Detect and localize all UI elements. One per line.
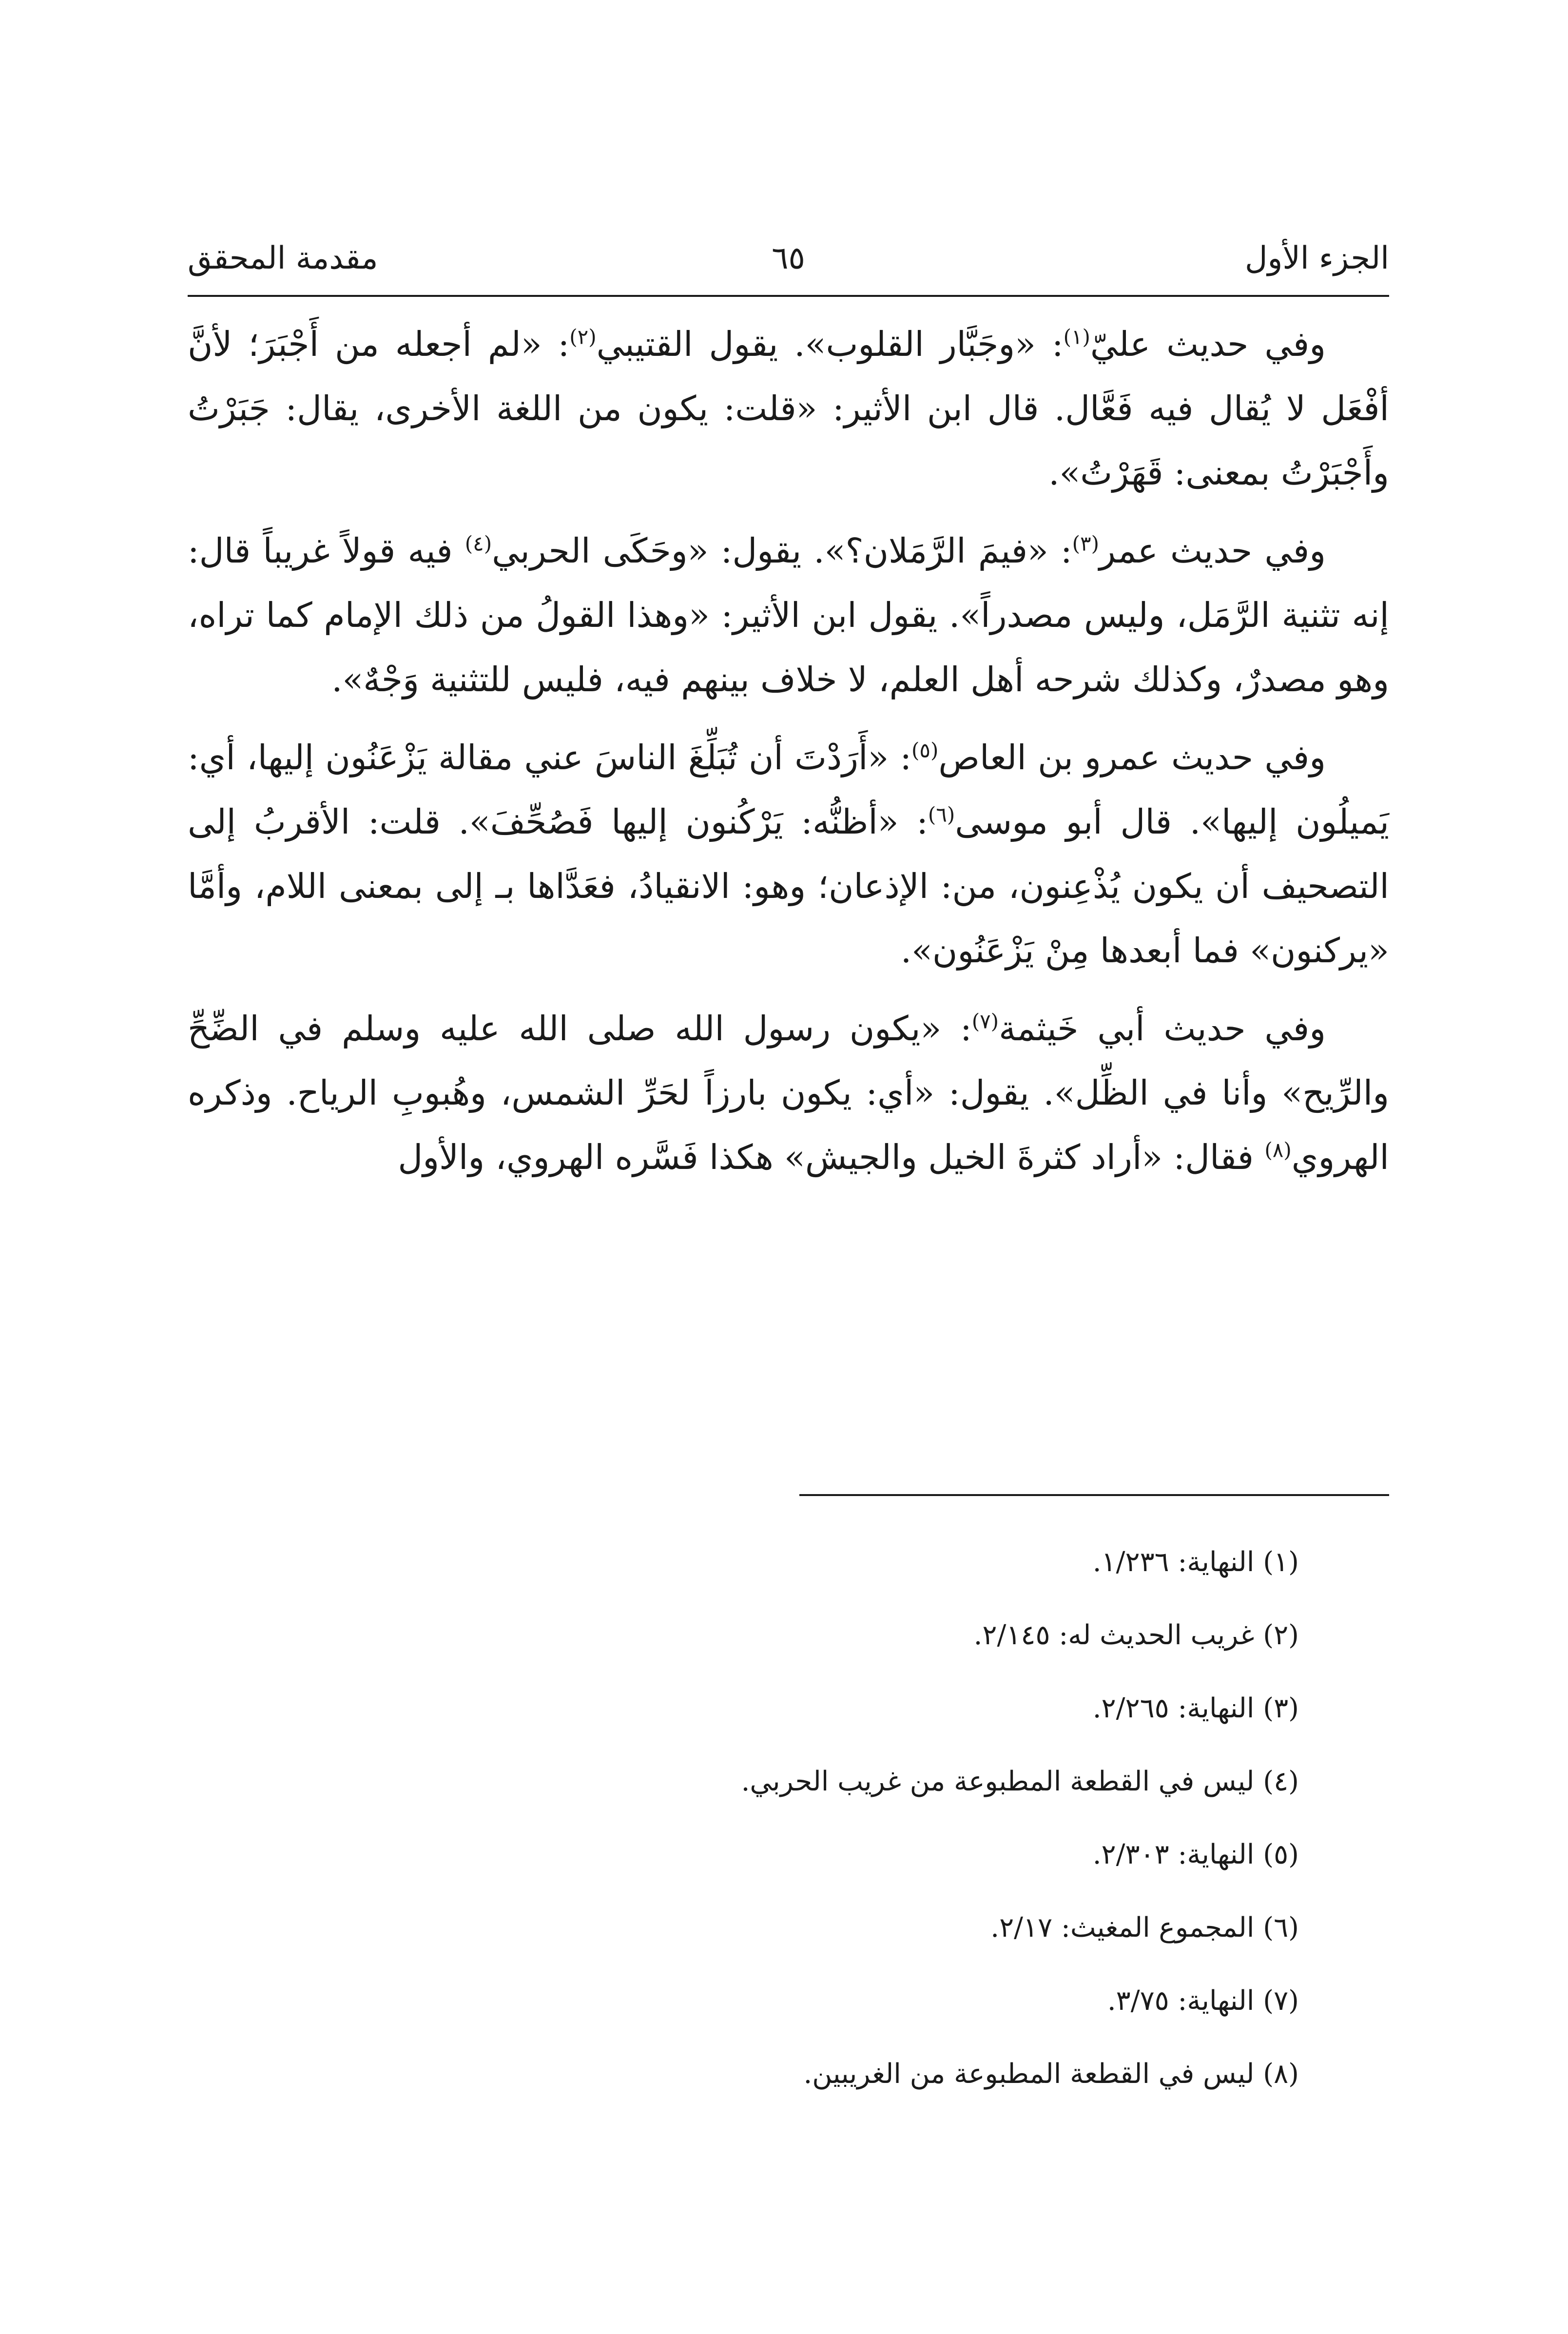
- footnote-6: (٦) المجموع المغيث: ٢/١٧.: [990, 1912, 1299, 1944]
- main-text: [188, 312, 1389, 1203]
- footnote-2: (٢) غريب الحديث له: ٢/١٤٥.: [973, 1619, 1299, 1651]
- footnote-1: (١) النهاية: ١/٢٣٦.: [1092, 1546, 1299, 1578]
- footnote-ref: (٨): [1264, 1138, 1292, 1162]
- footnote-ref: (٧): [971, 1009, 999, 1033]
- footnote-ref: (٢): [569, 325, 597, 349]
- footnote-8: (٨) ليس في القطعة المطبوعة من الغريبين.: [803, 2058, 1299, 2090]
- footnote-ref: (٦): [928, 802, 955, 827]
- text-run: : «أظنُّه: يَرْكُنون إليها فَصُحِّفَ». قلت: الأقربُ إلى التصحيف أن يكون يُذْعِنون، من: الإذعان؛ وهو: الانقيادُ، فعَدَّاها بـ إلى بمعنى اللام، وأمَّا «يركنون» فما أبعدها مِنْ يَزْعَنُون».: [188, 802, 1389, 971]
- footnote-5: (٥) النهاية: ٢/٣٠٣.: [1092, 1839, 1299, 1870]
- paragraph-umar: [188, 519, 1389, 712]
- paragraph-amr: [188, 725, 1389, 983]
- text-run: : «يكون رسول الله صلى الله عليه وسلم في الضِّحِّ والرِّيح» وأنا في الظِّل». يقول: «أي: يكون بارزاً لحَرِّ الشمس، وهُبوبِ الرياح. وذكره الهروي: [188, 1009, 1389, 1177]
- text-run: : «لم أجعله من أَجْبَرَ؛ لأنَّ أفْعَل لا يُقال فيه فَعَّال. قال ابن الأثير: «قلت: يكون من اللغة الأخرى، يقال: جَبَرْتُ وأَجْبَرْتُ بمعنى: قَهَرْتُ».: [188, 324, 1389, 493]
- header-rule: [188, 295, 1389, 297]
- footnote-rule: [799, 1494, 1389, 1496]
- footnote-ref: (٥): [911, 738, 939, 762]
- text-run: : «فيمَ الرَّمَلان؟». يقول: «وحَكَى الحربي: [492, 531, 1072, 571]
- section-title: مقدمة المحقق: [188, 240, 378, 276]
- text-run: وفي حديث عمرو بن العاص: [938, 738, 1326, 778]
- running-header: [188, 229, 1389, 288]
- footnote-ref: (٤): [465, 531, 492, 556]
- footnote-7: (٧) النهاية: ٣/٧٥.: [1107, 1985, 1299, 2017]
- footnote-ref: (٣): [1072, 531, 1099, 556]
- text-run: فقال: «أراد كثرةَ الخيل والجيش» هكذا فَسَّره الهروي، والأول: [398, 1137, 1265, 1177]
- footnote-ref: (١): [1063, 325, 1090, 349]
- text-run: : «وجَبَّار القلوب». يقول القتيبي: [596, 324, 1064, 364]
- text-run: وفي حديث عمر: [1099, 531, 1326, 571]
- footnotes: [188, 1526, 1299, 2111]
- paragraph-khaythama: [188, 996, 1389, 1189]
- text-run: فيه قولاً غريباً قال: إنه تثنية الرَّمَل، وليس مصدراً». يقول ابن الأثير: «وهذا القولُ من ذلك الإمام كما تراه، وهو مصدرٌ، وكذلك شرحه أهل العلم، لا خلاف بينهم فيه، فليس للتثنية وَجْهٌ».: [188, 531, 1389, 700]
- page-number: ٦٥: [772, 240, 805, 276]
- volume-title: الجزء الأول: [1244, 240, 1389, 276]
- text-run: : «أَرَدْتَ أن تُبَلِّغَ الناسَ عني مقالة يَزْعَنُون إليها، أي: يَميلُون إليها». قال أبو موسى: [188, 738, 1390, 842]
- paragraph-ali: [188, 312, 1389, 505]
- text-run: وفي حديث أبي خَيثمة: [999, 1009, 1326, 1049]
- footnote-3: (٣) النهاية: ٢/٢٦٥.: [1092, 1692, 1299, 1724]
- footnote-4: (٤) ليس في القطعة المطبوعة من غريب الحربي.: [741, 1766, 1299, 1797]
- text-run: وفي حديث عليّ: [1090, 324, 1326, 364]
